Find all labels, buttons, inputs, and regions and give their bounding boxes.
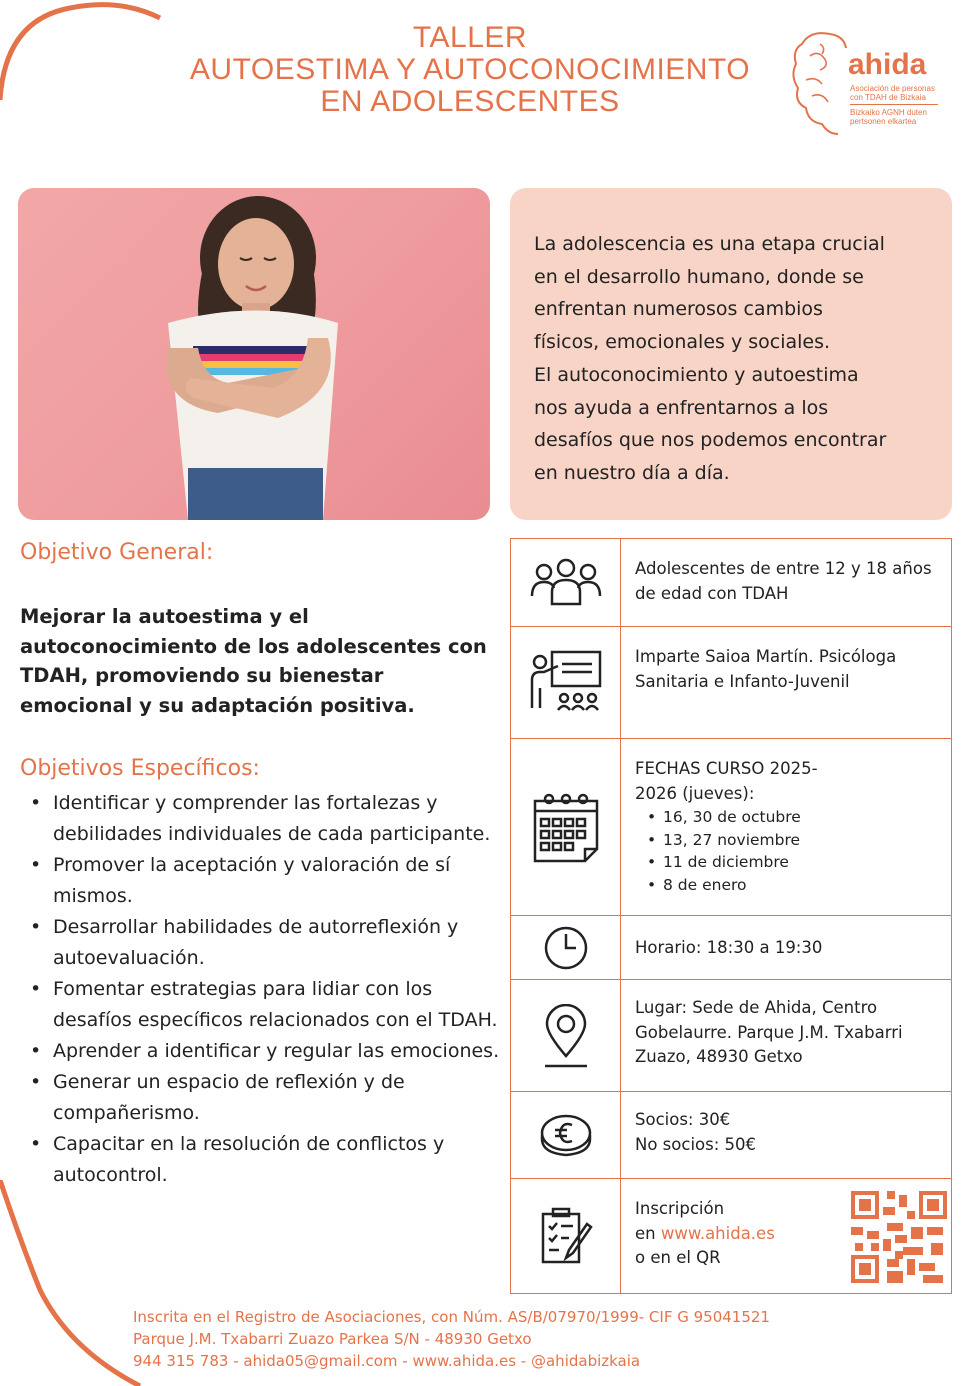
signup-suffix: o en el QR [635,1248,721,1267]
logo-sub-1: Asociación de personas [850,84,935,93]
list-item: • 16, 30 de octubre [635,806,935,829]
footer-line-2: Parque J.M. Txabarri Zuazo Parkea S/N - 48930 Getxo [133,1330,532,1348]
price-nonmembers: No socios: 50€ [635,1134,757,1154]
list-item: • 11 de diciembre [635,851,935,874]
objetivo-general-text: Mejorar la autoestima y el autoconocimiento de los adolescentes con TDAH, promoviendo su bienestar emocional y su adaptación positiva. [20,605,487,717]
decorative-arc-bottom [0,1180,150,1386]
signup-prefix: Inscripción [635,1199,725,1218]
info-row-audience [511,539,951,627]
list-item: • Identificar y comprender las fortalezas y debilidades individuales de cada participante. [20,788,500,850]
list-item: • 8 de enero [635,874,935,897]
list-item: • Fomentar estrategias para lidiar con los desafíos específicos relacionados con el TDAH. [20,974,500,1036]
info-row-dates [511,739,951,916]
list-item: • Capacitar en la resolución de conflictos y autocontrol. [20,1129,500,1191]
clock-icon [542,924,590,972]
location-pin-icon [541,1004,591,1068]
page-title [130,22,810,118]
group-icon [526,558,606,608]
list-item: • Desarrollar habilidades de autorreflexión y autoevaluación. [20,912,500,974]
signup-link[interactable]: www.ahida.es [660,1223,775,1243]
schedule-text: Horario: 18:30 a 19:30 [635,938,823,957]
logo-name: ahida [848,48,927,81]
title-line-3: EN ADOLESCENTES [320,85,620,118]
girl-hugging-illustration [18,188,490,520]
footer-line-3: 944 315 783 - ahida05@gmail.com - www.ahida.es - @ahidabizkaia [133,1352,641,1370]
hero-photo [18,188,490,520]
teacher-icon [526,648,606,718]
qr-code[interactable] [851,1191,947,1283]
info-table [510,538,952,1294]
info-row-price [511,1092,951,1179]
logo-sub-4: pertsonen elkartea [850,117,917,126]
price-block [635,1108,935,1157]
calendar-icon [531,791,601,863]
objetivo-general-heading: Objetivo General: [20,540,214,565]
list-item: • Aprender a identificar y regular las emociones. [20,1036,500,1067]
location-text: Lugar: Sede de Ahida, Centro Gobelaurre. Parque J.M. Txabarri Zuazo, 48930 Getxo [635,998,903,1066]
title-line-2: AUTOESTIMA Y AUTOCONOCIMIENTO [189,53,751,86]
intro-box [510,188,952,520]
title-line-1: TALLER [412,21,528,54]
info-row-signup [511,1179,951,1293]
footer [133,1306,933,1372]
logo-sub-2: con TDAH de Bizkaia [850,93,926,102]
list-item: • 13, 27 noviembre [635,829,935,852]
intro-text: La adolescencia es una etapa crucial en el desarrollo humano, donde se enfrentan numerosos cambios físicos, emocionales y sociales. El autoconocimiento y autoestima nos ayuda a enfrentarnos a los desafíos que nos podemos encontrar en nuestro día a día. [534,233,887,484]
price-members: Socios: 30€ [635,1110,731,1129]
info-row-location [511,980,951,1092]
objetivos-especificos-list [20,788,500,1191]
objetivos-especificos-heading: Objetivos Específicos: [20,756,260,781]
dates-title: FECHAS CURSO 2025-2026 (jueves): [635,759,818,803]
form-pen-icon [539,1206,593,1266]
signup-block [635,1197,835,1271]
info-row-teacher [511,627,951,739]
signup-en: en [635,1223,656,1243]
audience-text: Adolescentes de entre 12 y 18 años de edad con TDAH [635,559,932,603]
dates-block [635,757,935,896]
info-row-schedule [511,916,951,980]
ahida-logo [790,30,950,140]
euro-coin-icon [539,1113,593,1157]
list-item: • Generar un espacio de reflexión y de compañerismo. [20,1067,500,1129]
dates-list [635,806,935,896]
teacher-text: Imparte Saioa Martín. Psicóloga Sanitaria e Infanto-Juvenil [635,647,897,691]
list-item: • Promover la aceptación y valoración de sí mismos. [20,850,500,912]
logo-sub-3: Bizkaiko AGNH duten [850,108,927,117]
footer-line-1: Inscrita en el Registro de Asociaciones, con Núm. AS/B/07970/1999- CIF G 95041521 [133,1308,770,1326]
